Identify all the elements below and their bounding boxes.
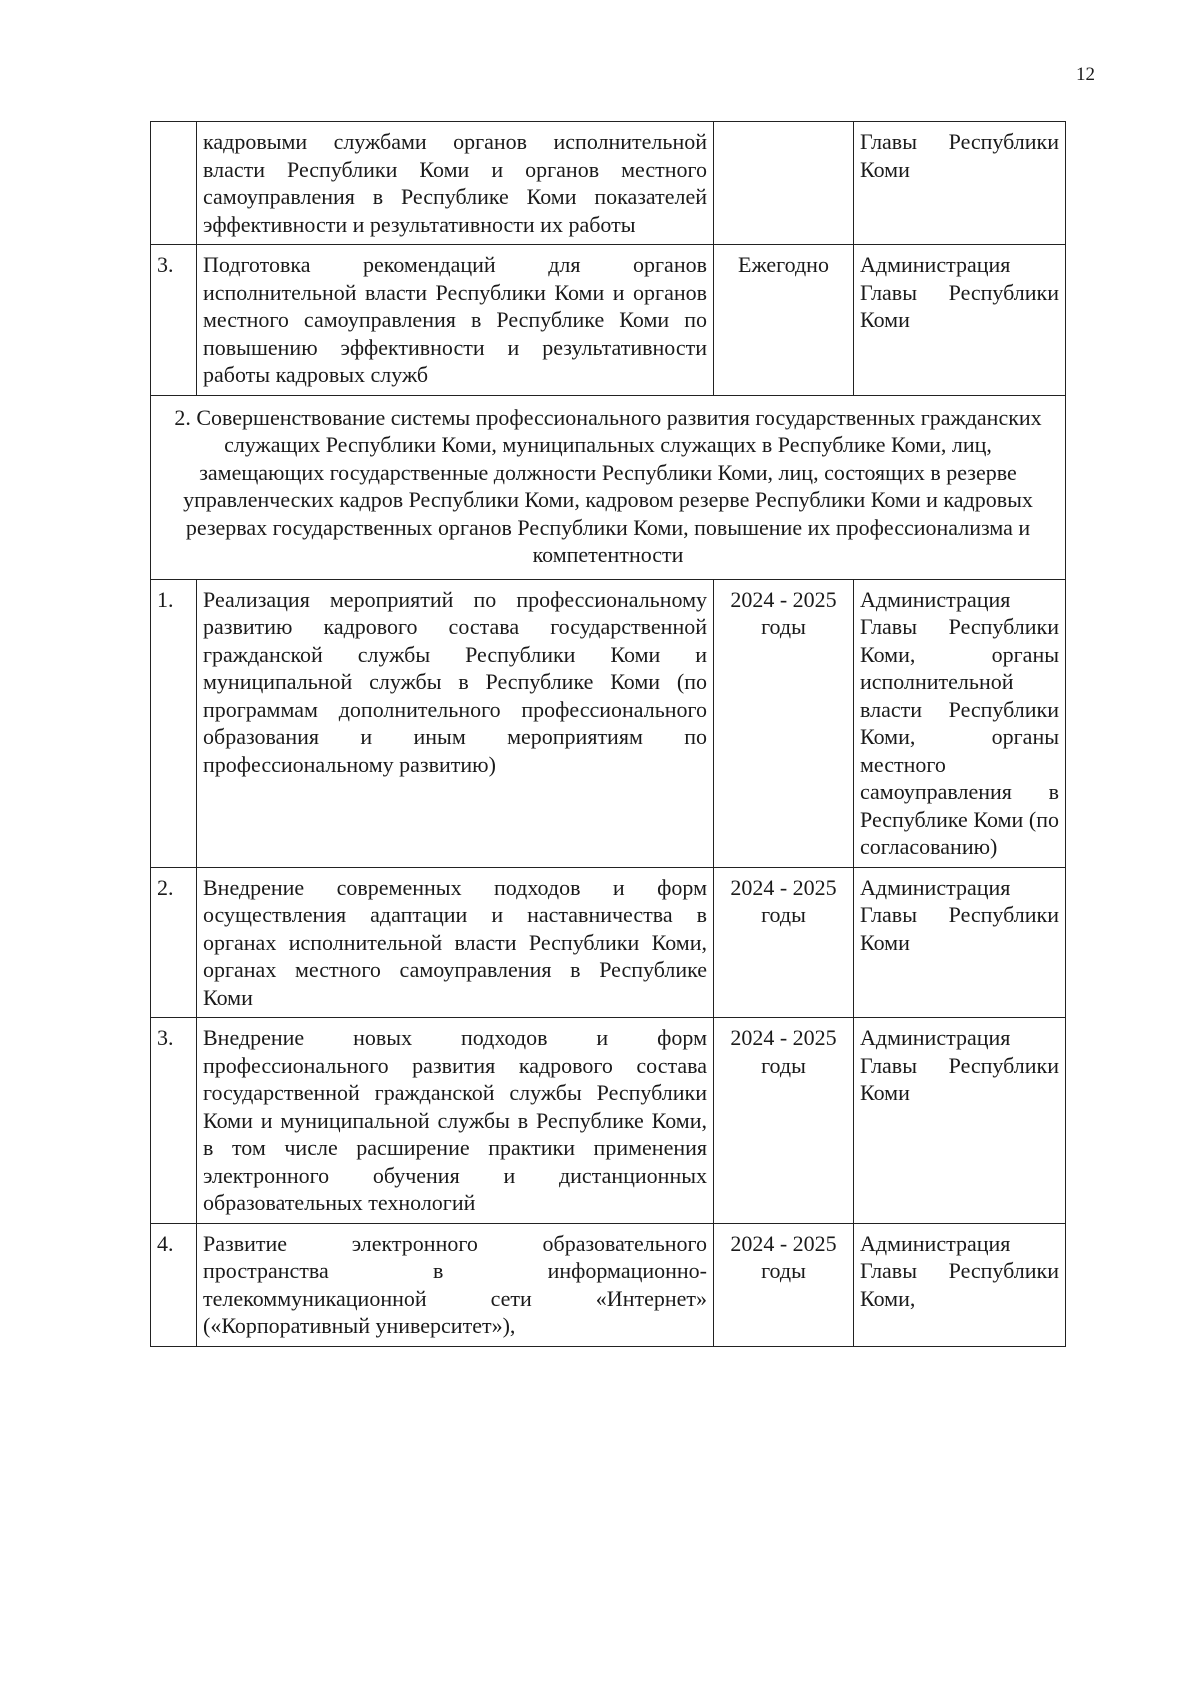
row-number: 1. (151, 579, 197, 867)
measure-description: Развитие электронного образовательного пространства в информационно-телекоммуникационной сети «Интернет» («Корпоративный университет»), (197, 1223, 714, 1346)
measure-responsible: Администрация Главы Республики Коми (854, 245, 1066, 396)
measure-description: Внедрение современных подходов и форм осуществления адаптации и наставничества в органах исполнительной власти Республики Коми, органах местного самоуправления в Республике Коми (197, 867, 714, 1018)
page-number: 12 (1076, 64, 1095, 85)
measure-responsible: Администрация Главы Республики Коми (854, 1018, 1066, 1224)
measure-responsible: Администрация Главы Республики Коми (854, 867, 1066, 1018)
measure-description: Подготовка рекомендаций для органов исполнительной власти Республики Коми и органов местного самоуправления в Республике Коми по повышению эффективности и результативности работы кадровых служб (197, 245, 714, 396)
table-row (151, 1018, 1066, 1224)
table-row (151, 245, 1066, 396)
row-number: 3. (151, 245, 197, 396)
measure-description: кадровыми службами органов исполнительной власти Республики Коми и органов местного самоуправления в Республике Коми показателей эффективности и результативности их работы (197, 122, 714, 245)
measure-responsible: Администрация Главы Республики Коми, (854, 1223, 1066, 1346)
table-row (151, 579, 1066, 867)
measure-responsible: Администрация Главы Республики Коми, органы исполнительной власти Республики Коми, органы местного самоуправления в Республике Коми (по согласованию) (854, 579, 1066, 867)
measure-description: Реализация мероприятий по профессиональному развитию кадрового состава государственной гражданской службы Республики Коми и муниципальной службы в Республике Коми (по программам дополнительного профессионального образования и иным мероприятиям по профессиональному развитию) (197, 579, 714, 867)
measure-period: 2024 - 2025 годы (714, 1223, 854, 1346)
measure-responsible: Главы Республики Коми (854, 122, 1066, 245)
section-heading: 2. Совершенствование системы профессионального развития государственных гражданских служащих Республики Коми, муниципальных служащих в Республике Коми, лиц, замещающих государственные должности Республики Коми, лиц, состоящих в резерве управленческих кадров Республики Коми, кадровом резерве Республики Коми и кадровых резервах государственных органов Республики Коми, повышение их профессионализма и компетентности (151, 395, 1066, 579)
measure-period: 2024 - 2025 годы (714, 579, 854, 867)
section-heading-row (151, 395, 1066, 579)
measures-table (150, 121, 1066, 1347)
row-number: 2. (151, 867, 197, 1018)
measure-period: 2024 - 2025 годы (714, 1018, 854, 1224)
row-number (151, 122, 197, 245)
measure-period: 2024 - 2025 годы (714, 867, 854, 1018)
row-number: 3. (151, 1018, 197, 1224)
measure-description: Внедрение новых подходов и форм профессионального развития кадрового состава государственной гражданской службы Республики Коми и муниципальной службы в Республике Коми, в том числе расширение практики применения электронного обучения и дистанционных образовательных технологий (197, 1018, 714, 1224)
measure-period: Ежегодно (714, 245, 854, 396)
table-row (151, 1223, 1066, 1346)
table-row-continuation (151, 122, 1066, 245)
measure-period (714, 122, 854, 245)
row-number: 4. (151, 1223, 197, 1346)
table-row (151, 867, 1066, 1018)
